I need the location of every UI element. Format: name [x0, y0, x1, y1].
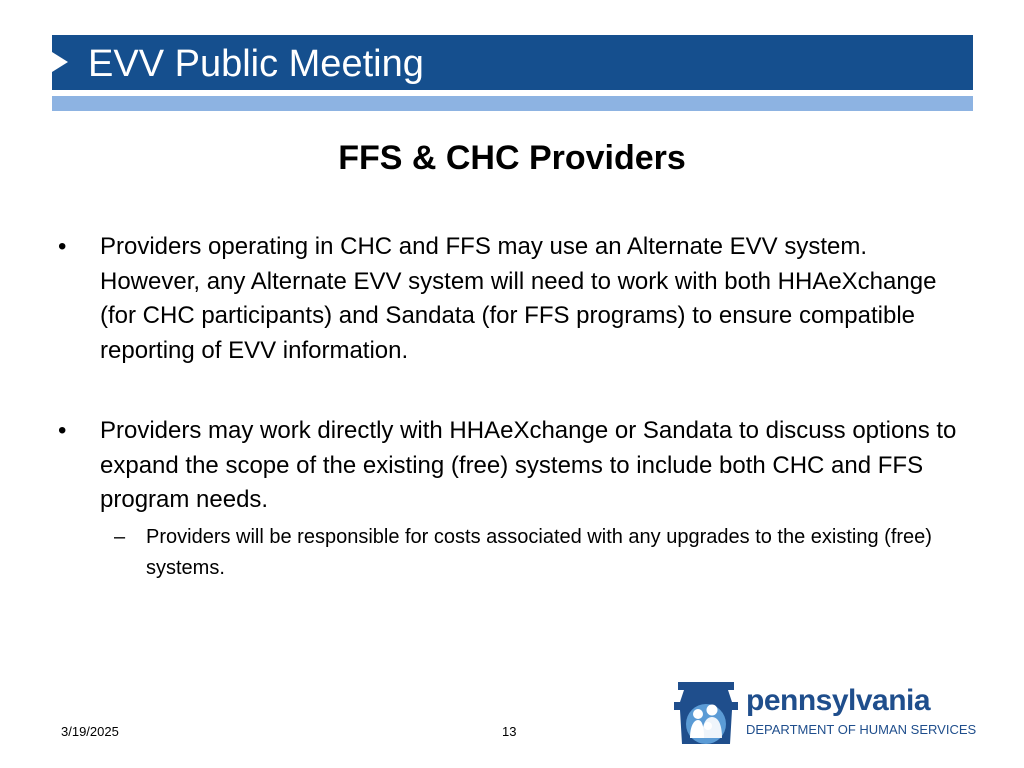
pa-dhs-logo [672, 680, 982, 746]
sub-bullet-text: Providers will be responsible for costs associated with any upgrades to the existing (free) systems. [146, 526, 932, 579]
header-arrow-icon [52, 52, 68, 72]
sub-bullet-marker: – [114, 526, 126, 548]
bullet-text: Providers may work directly with HHAeXchange or Sandata to discuss options to expand the scope of the existing (free) systems to include both CHC and FFS program needs. [100, 417, 957, 513]
header-title: EVV Public Meeting [88, 43, 424, 85]
logo-state-name: pennsylvania [746, 684, 931, 717]
footer-page-number: 13 [502, 724, 517, 739]
keystone-family-icon [672, 680, 740, 746]
bullet-marker: • [58, 233, 67, 260]
slide-title: FFS & CHC Providers [338, 139, 686, 177]
header-accent-bar [52, 96, 973, 111]
logo-department: DEPARTMENT OF HUMAN SERVICES [746, 722, 977, 737]
header-bar [52, 35, 973, 90]
bullet-text: Providers operating in CHC and FFS may use an Alternate EVV system. However, any Alternate EVV system will need to work with both HHAeXchange (for CHC participants) and Sandata (for FFS programs) to ensure compatible reporting of EVV information. [100, 233, 937, 364]
footer-date: 3/19/2025 [61, 724, 119, 739]
bullet-marker: • [58, 417, 67, 444]
